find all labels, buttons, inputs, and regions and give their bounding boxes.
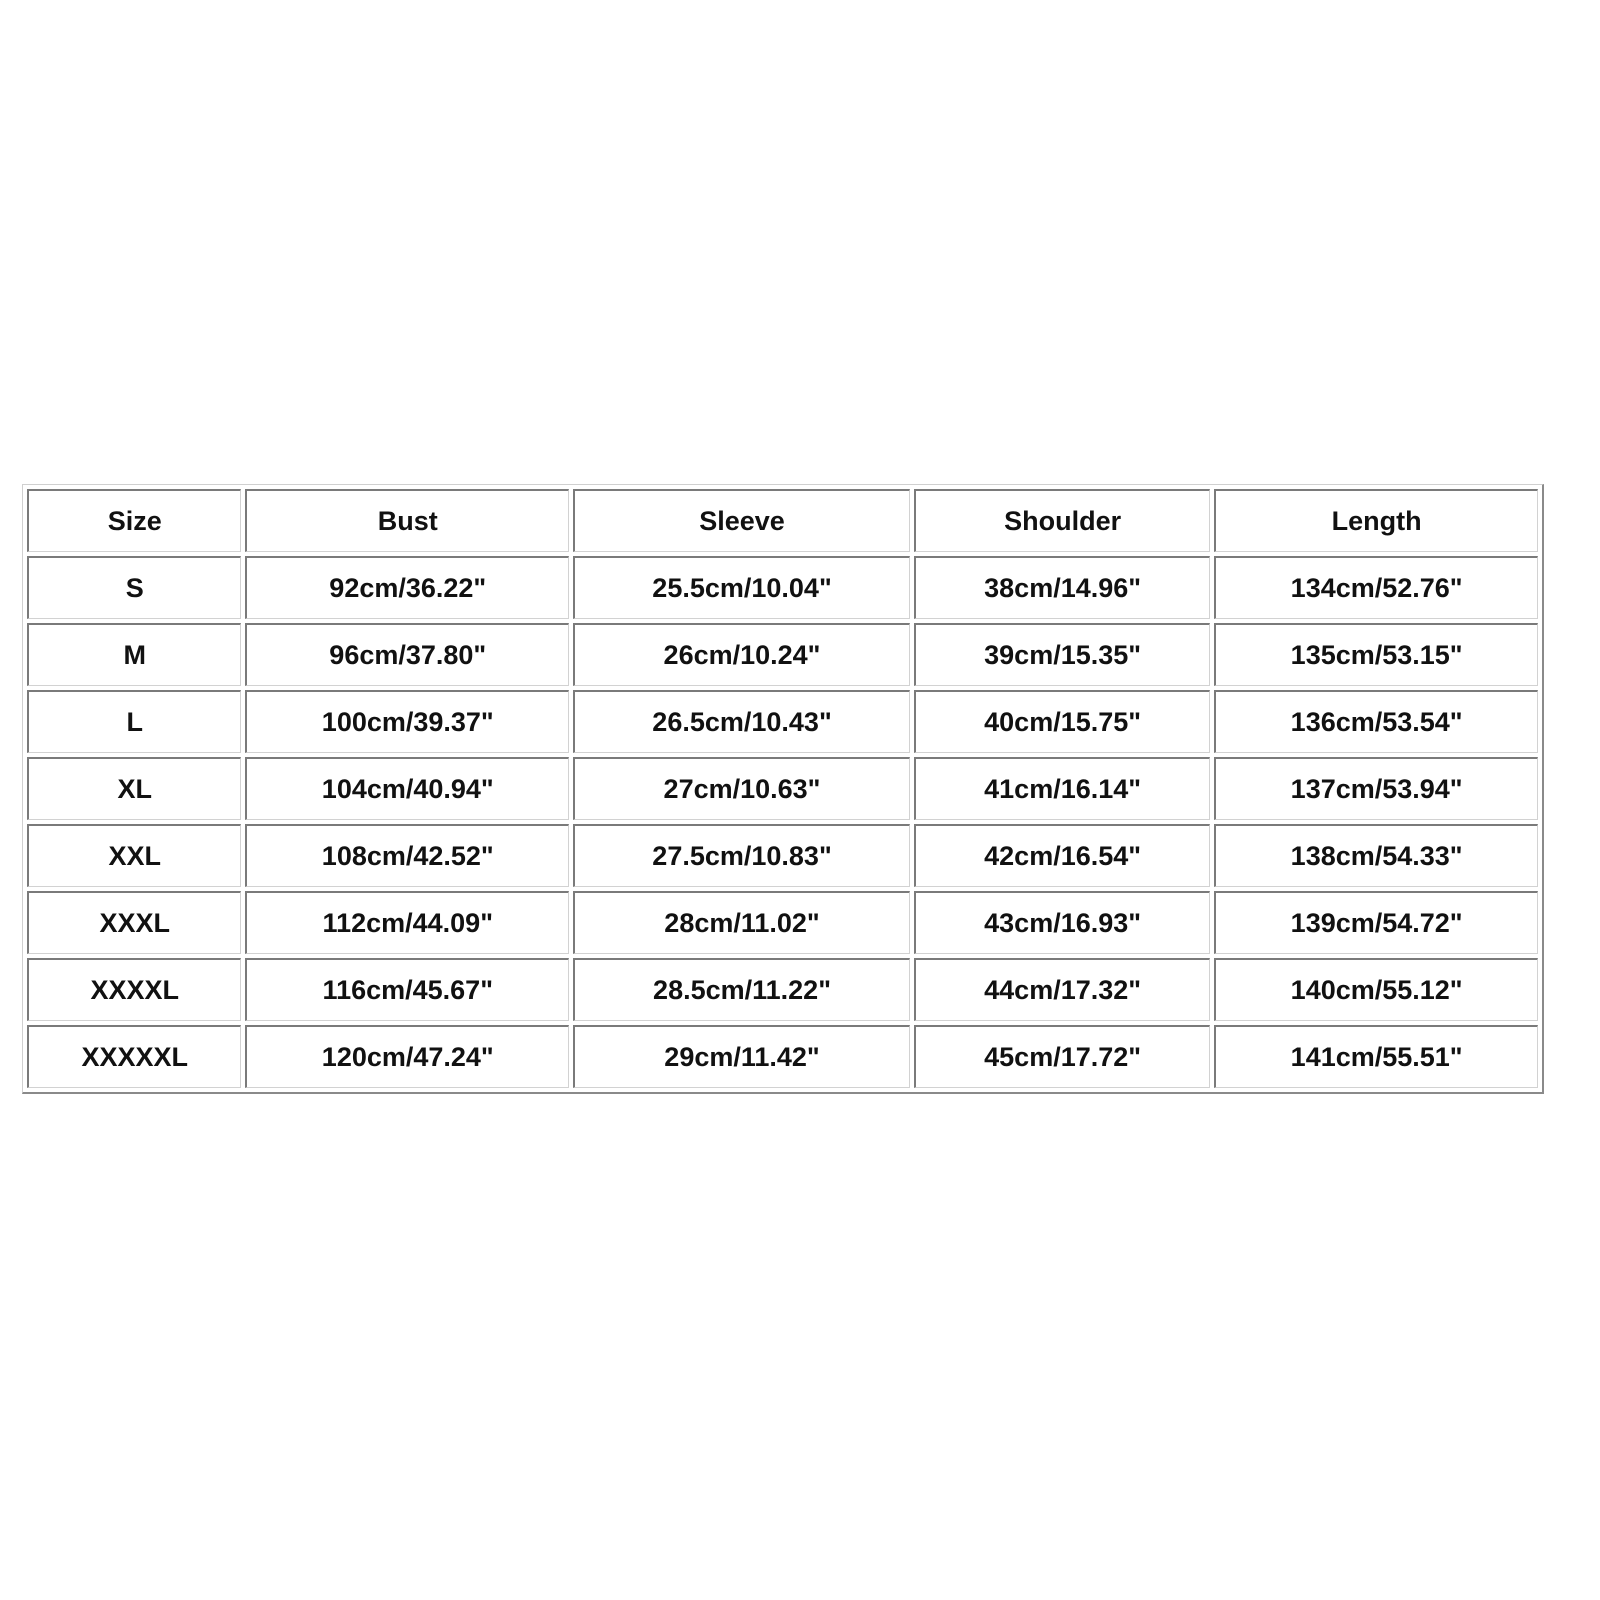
size-cell: XL <box>27 757 241 820</box>
length-cell: 140cm/55.12" <box>1214 958 1538 1021</box>
size-cell: XXXL <box>27 891 241 954</box>
length-cell: 138cm/54.33" <box>1214 824 1538 887</box>
size-cell: S <box>27 556 241 619</box>
sleeve-cell: 28cm/11.02" <box>573 891 910 954</box>
length-cell: 141cm/55.51" <box>1214 1025 1538 1088</box>
shoulder-cell: 41cm/16.14" <box>914 757 1210 820</box>
table-row <box>27 891 1538 954</box>
sleeve-cell: 25.5cm/10.04" <box>573 556 910 619</box>
sleeve-cell: 29cm/11.42" <box>573 1025 910 1088</box>
shoulder-cell: 42cm/16.54" <box>914 824 1210 887</box>
header-cell-bust: Bust <box>245 489 569 552</box>
shoulder-cell: 43cm/16.93" <box>914 891 1210 954</box>
sleeve-cell: 27cm/10.63" <box>573 757 910 820</box>
size-cell: XXL <box>27 824 241 887</box>
bust-cell: 116cm/45.67" <box>245 958 569 1021</box>
table-row <box>27 1025 1538 1088</box>
size-cell: L <box>27 690 241 753</box>
header-cell-shoulder: Shoulder <box>914 489 1210 552</box>
table-row <box>27 958 1538 1021</box>
size-cell: XXXXL <box>27 958 241 1021</box>
bust-cell: 120cm/47.24" <box>245 1025 569 1088</box>
table-row <box>27 824 1538 887</box>
header-cell-length: Length <box>1214 489 1538 552</box>
bust-cell: 108cm/42.52" <box>245 824 569 887</box>
sleeve-cell: 27.5cm/10.83" <box>573 824 910 887</box>
sleeve-cell: 28.5cm/11.22" <box>573 958 910 1021</box>
length-cell: 134cm/52.76" <box>1214 556 1538 619</box>
length-cell: 137cm/53.94" <box>1214 757 1538 820</box>
length-cell: 135cm/53.15" <box>1214 623 1538 686</box>
sleeve-cell: 26cm/10.24" <box>573 623 910 686</box>
shoulder-cell: 38cm/14.96" <box>914 556 1210 619</box>
table-row <box>27 556 1538 619</box>
shoulder-cell: 40cm/15.75" <box>914 690 1210 753</box>
length-cell: 139cm/54.72" <box>1214 891 1538 954</box>
bust-cell: 92cm/36.22" <box>245 556 569 619</box>
sleeve-cell: 26.5cm/10.43" <box>573 690 910 753</box>
bust-cell: 96cm/37.80" <box>245 623 569 686</box>
table-row <box>27 623 1538 686</box>
bust-cell: 100cm/39.37" <box>245 690 569 753</box>
size-cell: M <box>27 623 241 686</box>
bust-cell: 104cm/40.94" <box>245 757 569 820</box>
bust-cell: 112cm/44.09" <box>245 891 569 954</box>
size-chart-table <box>22 484 1544 1094</box>
shoulder-cell: 45cm/17.72" <box>914 1025 1210 1088</box>
table-row <box>27 690 1538 753</box>
header-cell-sleeve: Sleeve <box>573 489 910 552</box>
length-cell: 136cm/53.54" <box>1214 690 1538 753</box>
shoulder-cell: 44cm/17.32" <box>914 958 1210 1021</box>
shoulder-cell: 39cm/15.35" <box>914 623 1210 686</box>
table-header-row <box>27 489 1538 552</box>
header-cell-size: Size <box>27 489 241 552</box>
table-row <box>27 757 1538 820</box>
size-cell: XXXXXL <box>27 1025 241 1088</box>
